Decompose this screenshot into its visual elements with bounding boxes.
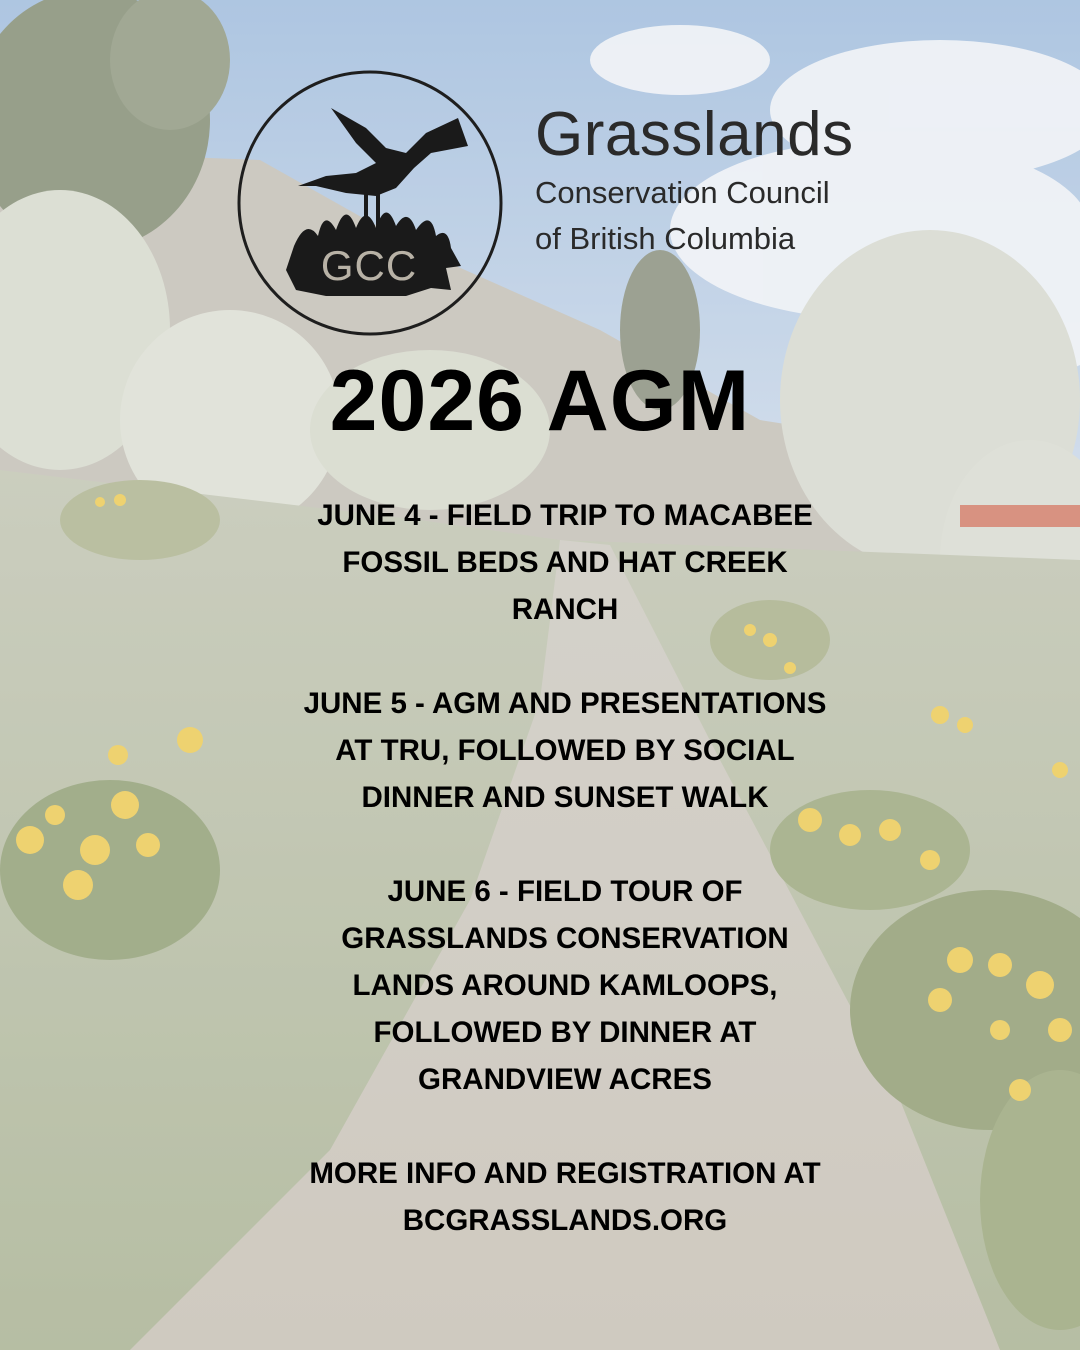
organization-name-block — [535, 100, 854, 262]
event-june-4: JUNE 4 - FIELD TRIP TO MACABEE FOSSIL BEDS AND HAT CREEK RANCH — [317, 499, 813, 626]
gcc-logo-text: GCC — [320, 242, 418, 289]
organization-subtitle-line2: of British Columbia — [535, 221, 796, 256]
event-june-5: JUNE 5 - AGM AND PRESENTATIONS AT TRU, FOLLOWED BY SOCIAL DINNER AND SUNSET WALK — [303, 687, 827, 814]
event-list — [200, 492, 930, 1244]
event-june-6: JUNE 6 - FIELD TOUR OF GRASSLANDS CONSERVATION LANDS AROUND KAMLOOPS, FOLLOWED BY DINNER AT GRANDVIEW ACRES — [341, 875, 789, 1096]
registration-info: MORE INFO AND REGISTRATION AT BCGRASSLANDS.ORG — [309, 1157, 821, 1237]
gcc-logo — [236, 68, 506, 338]
headline: 2026 AGM — [329, 353, 751, 449]
organization-name: Grasslands — [535, 100, 854, 169]
organization-subtitle-line1: Conservation Council — [535, 175, 830, 210]
